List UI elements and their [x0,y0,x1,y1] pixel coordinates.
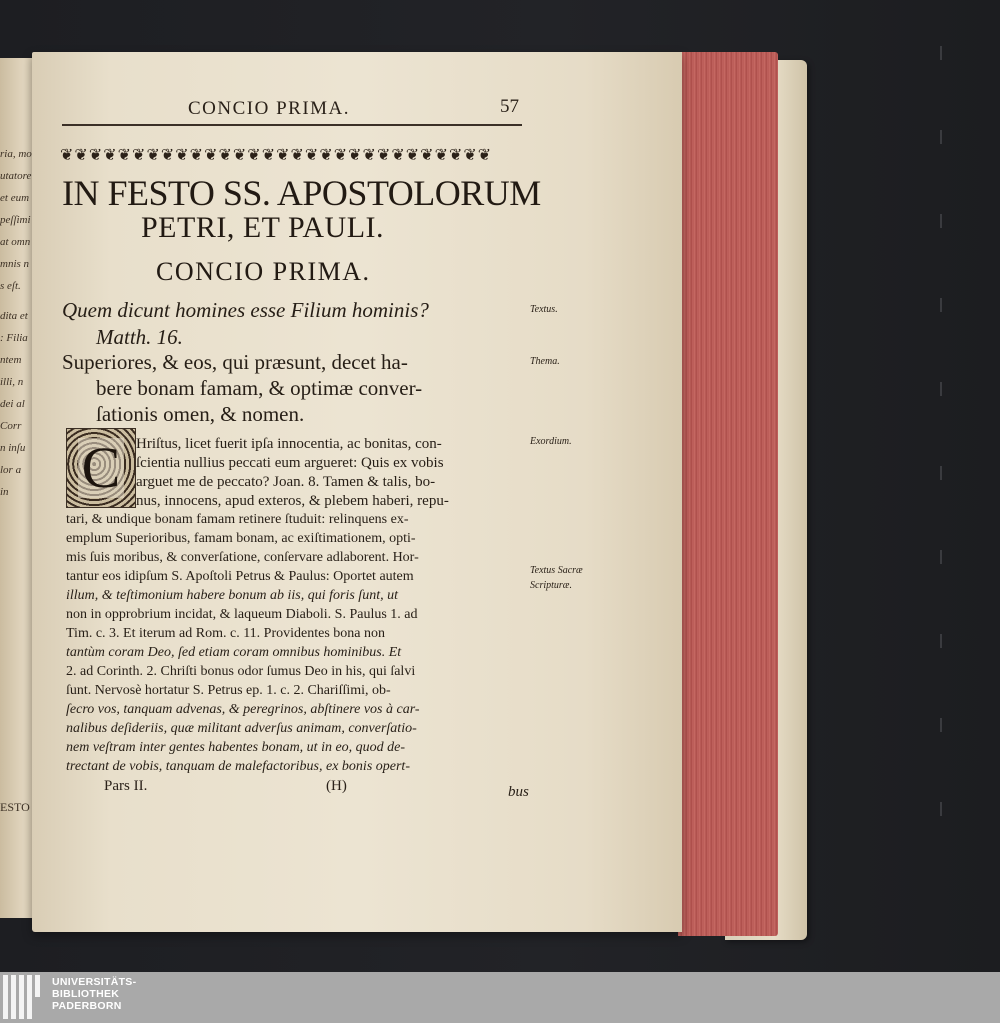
red-page-edges [678,52,778,936]
body-line: ſcientia nullius peccati eum argueret: Quis ex vobis [136,455,444,471]
thema-line-1: Superiores, & eos, qui præsunt, decet ha- [62,350,408,374]
left-page-fragment: at omn [0,236,31,248]
body-line: 2. ad Corinth. 2. Chriſti bonus odor ſumus Deo in his, qui ſalvi [66,664,416,679]
scanner-tick-mark [940,214,942,228]
left-page-fragment: dita et [0,310,28,322]
scanner-tick-mark [940,298,942,312]
signature-mark: Pars II. [104,778,148,794]
body-line: Hriſtus, licet fuerit ipſa innocentia, ac bonitas, con- [136,436,442,452]
initial-letter: C [78,438,125,498]
left-page-fragment: lor a [0,464,22,476]
left-page-fragment: in [0,486,9,498]
library-name-line-1: UNIVERSITÄTS- [52,976,137,988]
body-line: arguet me de peccato? Joan. 8. Tamen & talis, bo- [136,474,436,490]
body-line: nus, innocens, apud exteros, & plebem haberi, repu- [136,493,449,509]
left-page-edge [0,58,35,918]
body-line: non in opprobrium incidat, & laqueum Diaboli. S. Paulus 1. ad [66,607,418,622]
scanner-tick-mark [940,130,942,144]
left-page-fragment: : Filia [0,332,28,344]
left-page-fragment: peſſimi [0,214,31,226]
left-page-fragment: Corr [0,420,22,432]
scanner-tick-mark [940,550,942,564]
gathering-mark: (H) [326,778,347,794]
library-logo-icon [3,975,45,1019]
thema-line-2: bere bonam famam, & optimæ conver- [96,376,423,400]
library-name-line-2: BIBLIOTHEK [52,988,120,1000]
library-name-line-3: PADERBORN [52,1000,122,1012]
margin-note-scriptura: Scripturæ. [530,580,572,591]
chapter-title-line-1: IN FESTO SS. APOSTOLORUM [62,173,541,213]
margin-note-thema: Thema. [530,356,560,367]
left-page-fragment: et eum [0,192,30,204]
scanner-tick-mark [940,466,942,480]
margin-note-scriptura: Textus Sacræ [530,565,583,576]
left-page-fragment: ria, mo [0,148,32,160]
left-page-fragment: dei al [0,398,25,410]
header-rule [62,124,522,126]
body-line: nalibus deſideriis, quæ militant adverſus animam, converſatio- [66,721,417,736]
thema-line-3: ſationis omen, & nomen. [96,402,305,426]
chapter-title-line-2: PETRI, ET PAULI. [141,211,385,244]
left-page-fragment: s eſt. [0,280,21,292]
left-page-fragment: utatore [0,170,32,182]
textus-line-1: Quem dicunt homines esse Filium hominis? [62,298,429,322]
decorated-initial [66,428,136,508]
body-line: ſunt. Nervosè hortatur S. Petrus ep. 1. c. 2. Chariſſimi, ob- [66,683,391,698]
body-line: nem veſtram inter gentes habentes bonam, ut in eo, quod de- [66,740,406,755]
scanner-tick-mark [940,46,942,60]
body-line: emplum Superioribus, famam bonam, ac exiſtimationem, opti- [66,531,416,546]
body-line: tantùm coram Deo, ſed etiam coram omnibus hominibus. Et [66,645,402,660]
body-line: Tim. c. 3. Et iterum ad Rom. c. 11. Providentes bona non [66,626,385,641]
ornament-band: ❦❦❦❦❦❦❦❦❦❦❦❦❦❦❦❦❦❦❦❦❦❦❦❦❦❦❦❦❦❦ [60,147,493,164]
left-page-fragment: illi, n [0,376,24,388]
left-page-fragment: ESTO [0,800,30,814]
left-page-fragment: mnis n [0,258,30,270]
body-line: mis ſuis moribus, & converſatione, conſervare adlaborent. Hor- [66,550,419,565]
body-line: trectant de vobis, tanquam de malefactoribus, ex bonis opert- [66,759,410,774]
catchword: bus [508,784,529,800]
library-footer-bar [0,972,1000,1023]
body-line: tantur eos idipſum S. Apoſtoli Petrus & Paulus: Oportet autem [66,569,414,584]
margin-note-exordium: Exordium. [530,436,572,447]
body-line: tari, & undique bonam famam retinere ſtuduit: relinquens ex- [66,512,409,527]
sermon-subtitle: CONCIO PRIMA. [156,257,371,286]
scanner-tick-mark [940,718,942,732]
scanner-tick-mark [940,802,942,816]
scanner-tick-mark [940,382,942,396]
scanner-tick-mark [940,634,942,648]
left-page-fragment: ntem [0,354,22,366]
running-head: CONCIO PRIMA. [188,98,351,119]
margin-note-textus: Textus. [530,304,558,315]
body-line: ſecro vos, tanquam advenas, & peregrinos, abſtinere vos à car- [66,702,420,717]
page-number: 57 [500,96,519,117]
body-line: illum, & teſtimonium habere bonum ab iis, qui foris ſunt, ut [66,588,398,603]
textus-line-2: Matth. 16. [96,325,183,349]
left-page-fragment: n inſu [0,442,26,454]
